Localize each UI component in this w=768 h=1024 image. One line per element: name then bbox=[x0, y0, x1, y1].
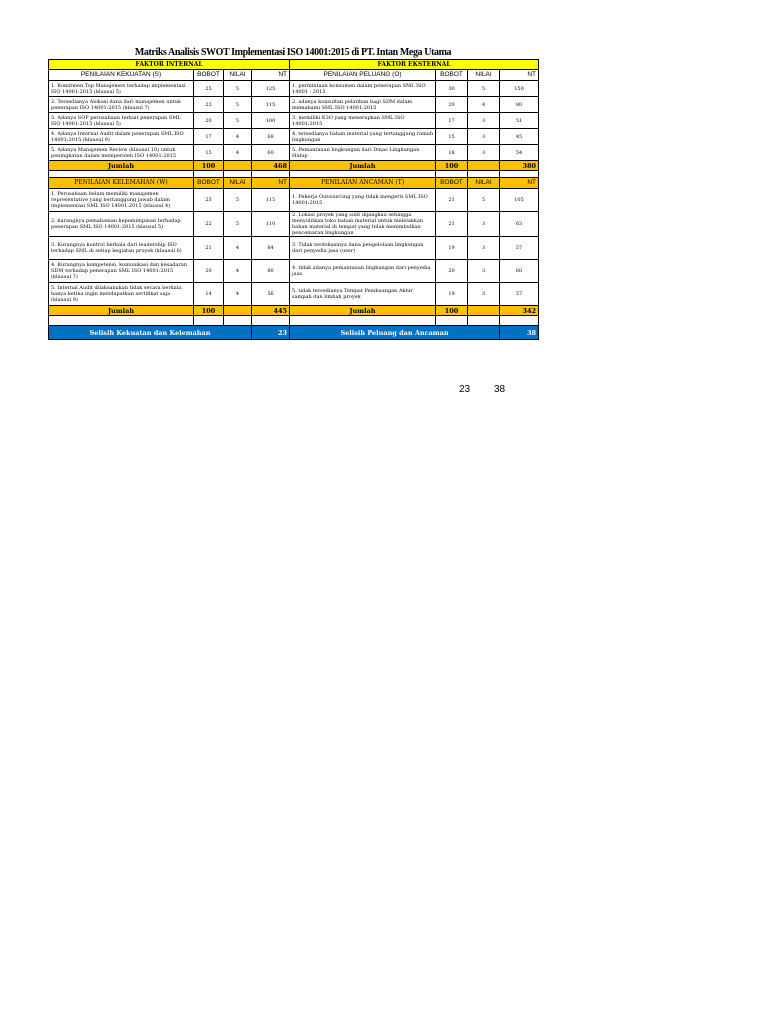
table-row bbox=[49, 189, 539, 212]
nt-cell: 100 bbox=[252, 113, 290, 129]
bobot-cell: 23 bbox=[194, 189, 224, 212]
difference-row bbox=[49, 326, 539, 340]
total-nt: 468 bbox=[252, 161, 290, 171]
column-header-nilai: NILAI bbox=[468, 178, 500, 189]
table-cell bbox=[252, 171, 290, 178]
table-cell bbox=[468, 171, 500, 178]
nilai-cell: 3 bbox=[468, 237, 500, 260]
column-header-nt: NT bbox=[500, 70, 539, 81]
total-nt: 342 bbox=[500, 306, 539, 316]
column-header-nilai: NILAI bbox=[468, 70, 500, 81]
section-header-row bbox=[49, 70, 539, 81]
table-cell bbox=[194, 316, 224, 326]
diff-external-value: 38 bbox=[500, 326, 539, 340]
nilai-cell: 3 bbox=[468, 283, 500, 306]
nt-cell: 84 bbox=[252, 237, 290, 260]
table-row bbox=[49, 260, 539, 283]
total-bobot: 100 bbox=[194, 161, 224, 171]
nt-cell: 115 bbox=[252, 97, 290, 113]
table-row bbox=[49, 113, 539, 129]
factor-text: 5. tidak tersedianya Tempat Pembuangan Akhir sampah dan limbah proyek bbox=[290, 283, 436, 306]
total-label: Jumlah bbox=[290, 161, 436, 171]
bobot-cell: 21 bbox=[194, 237, 224, 260]
nt-cell: 68 bbox=[252, 129, 290, 145]
nt-cell: 51 bbox=[500, 113, 539, 129]
nilai-cell: 5 bbox=[224, 212, 252, 237]
bobot-cell: 17 bbox=[436, 113, 468, 129]
column-header-bobot: BOBOT bbox=[436, 70, 468, 81]
bobot-cell: 21 bbox=[436, 212, 468, 237]
column-header-nilai: NILAI bbox=[224, 70, 252, 81]
nt-cell: 110 bbox=[252, 212, 290, 237]
nilai-cell: 4 bbox=[224, 237, 252, 260]
factor-text: 3. memiliki K3O yang menerapkan SML ISO 14001:2015 bbox=[290, 113, 436, 129]
bobot-cell: 20 bbox=[436, 260, 468, 283]
nt-cell: 80 bbox=[252, 260, 290, 283]
section-header: PENILAIAN KEKUATAN (S) bbox=[49, 70, 194, 81]
column-header-nilai: NILAI bbox=[224, 178, 252, 189]
nilai-cell: 5 bbox=[224, 81, 252, 97]
nt-cell: 125 bbox=[252, 81, 290, 97]
diff-internal-value: 23 bbox=[252, 326, 290, 340]
external-factor-label: FAKTOR EKSTERNAL bbox=[290, 60, 539, 70]
total-nt: 445 bbox=[252, 306, 290, 316]
table-cell bbox=[468, 161, 500, 171]
factor-text: 1. Perusahaan belum memiliki manajemen representative yang bertanggung jawab dalam implementasi SML ISO 14001:2015 (klausul 4) bbox=[49, 189, 194, 212]
nilai-cell: 3 bbox=[468, 260, 500, 283]
factor-text: 5. Internal Audit dilaksanakan tidak secara berkala, hanya ketika ingin mendapatkan sertifikat saja (klausul 9) bbox=[49, 283, 194, 306]
nt-cell: 60 bbox=[252, 145, 290, 161]
table-cell bbox=[194, 171, 224, 178]
factor-text: 4. Adanya Internal Audit dalam penerapan SML ISO 14001:2015 (klausul 9) bbox=[49, 129, 194, 145]
factor-text: 4. Kurangnya kompetensi, komunikasi dan kesadaran SDM terhadap penerapan SML ISO 14001:2015 (klausul 7) bbox=[49, 260, 194, 283]
column-header-bobot: BOBOT bbox=[194, 178, 224, 189]
table-cell bbox=[290, 171, 436, 178]
spacer-row bbox=[49, 171, 539, 178]
nt-cell: 54 bbox=[500, 145, 539, 161]
bobot-cell: 14 bbox=[194, 283, 224, 306]
bobot-cell: 20 bbox=[194, 260, 224, 283]
table-cell bbox=[224, 306, 252, 316]
factor-text: 1. Komitmen Top Manajemen terhadap implementasi ISO 14001:2015 (klausul 5) bbox=[49, 81, 194, 97]
table-cell bbox=[49, 316, 194, 326]
table-row bbox=[49, 237, 539, 260]
total-label: Jumlah bbox=[290, 306, 436, 316]
nt-cell: 63 bbox=[500, 212, 539, 237]
factor-text: 2. adanya konsultan pelatihan bagi SDM dalam memahami SML ISO 14001:2015 bbox=[290, 97, 436, 113]
bobot-cell: 18 bbox=[436, 145, 468, 161]
table-cell bbox=[436, 171, 468, 178]
total-row bbox=[49, 161, 539, 171]
nilai-cell: 5 bbox=[224, 97, 252, 113]
nt-cell: 56 bbox=[252, 283, 290, 306]
bobot-cell: 22 bbox=[194, 212, 224, 237]
bobot-cell: 20 bbox=[436, 97, 468, 113]
table-cell bbox=[436, 316, 468, 326]
nt-cell: 105 bbox=[500, 189, 539, 212]
nilai-cell: 5 bbox=[224, 189, 252, 212]
diff-internal-label: Selisih Kekuatan dan Kelemahan bbox=[49, 326, 252, 340]
bobot-cell: 21 bbox=[436, 189, 468, 212]
column-header-nt: NT bbox=[252, 178, 290, 189]
nilai-cell: 4 bbox=[224, 129, 252, 145]
swot-matrix-table bbox=[48, 59, 539, 340]
column-header-nt: NT bbox=[500, 178, 539, 189]
total-label: Jumlah bbox=[49, 161, 194, 171]
nilai-cell: 4 bbox=[224, 283, 252, 306]
nilai-cell: 5 bbox=[468, 189, 500, 212]
factor-text: 1. Pekerja Outsourcing yang tidak mengerti SML ISO 14001:2015 bbox=[290, 189, 436, 212]
total-nt: 380 bbox=[500, 161, 539, 171]
spacer-row bbox=[49, 316, 539, 326]
section-header-row bbox=[49, 178, 539, 189]
factor-text: 5. Pemantauan lingkungan dari Dinas Lingkungan Hidup bbox=[290, 145, 436, 161]
table-row bbox=[49, 129, 539, 145]
bobot-cell: 19 bbox=[436, 283, 468, 306]
nt-cell: 80 bbox=[500, 97, 539, 113]
nt-cell: 150 bbox=[500, 81, 539, 97]
section-header: PENILAIAN ANCAMAN (T) bbox=[290, 178, 436, 189]
bobot-cell: 30 bbox=[436, 81, 468, 97]
factor-text: 3. Kurangnya kontrol berkala dari leadership ISO terhadap SML di setiap kegiatan proyek (klausul 6) bbox=[49, 237, 194, 260]
total-row bbox=[49, 306, 539, 316]
table-cell bbox=[500, 171, 539, 178]
nt-cell: 45 bbox=[500, 129, 539, 145]
factor-text: 2. kurangnya pemahaman kepemimpinan terhadap penerapan SML ISO 14001:2015 (klausul 5) bbox=[49, 212, 194, 237]
table-cell bbox=[252, 316, 290, 326]
nilai-cell: 5 bbox=[468, 81, 500, 97]
table-cell bbox=[224, 171, 252, 178]
column-header-nt: NT bbox=[252, 70, 290, 81]
nilai-cell: 3 bbox=[468, 113, 500, 129]
nt-cell: 57 bbox=[500, 283, 539, 306]
table-row bbox=[49, 145, 539, 161]
bobot-cell: 15 bbox=[436, 129, 468, 145]
nt-cell: 60 bbox=[500, 260, 539, 283]
total-bobot: 100 bbox=[436, 306, 468, 316]
nilai-cell: 3 bbox=[468, 129, 500, 145]
section-header: PENILAIAN PELUANG (O) bbox=[290, 70, 436, 81]
bobot-cell: 23 bbox=[194, 97, 224, 113]
column-header-bobot: BOBOT bbox=[436, 178, 468, 189]
factor-text: 2. Lokasi proyek yang sulit dijangkau sehingga menyulitkan toko bahan material untuk melelakkan bahan material di tempat yang tidak menimbulkan pencemaran lingkungan bbox=[290, 212, 436, 237]
nt-cell: 57 bbox=[500, 237, 539, 260]
table-row bbox=[49, 283, 539, 306]
footer-value-external: 38 bbox=[494, 384, 506, 395]
nilai-cell: 4 bbox=[224, 260, 252, 283]
factor-text: 3. Adanya SOP perusahaan terkait penerapan SML ISO 14001:2015 (klausul 5) bbox=[49, 113, 194, 129]
diff-external-label: Selisih Peluang dan Ancaman bbox=[290, 326, 500, 340]
table-cell bbox=[49, 171, 194, 178]
bobot-cell: 17 bbox=[194, 129, 224, 145]
factor-text: 3. Tidak terdokasinya dana pengelolaan lingkungan dari penyedia jasa (user) bbox=[290, 237, 436, 260]
total-bobot: 100 bbox=[194, 306, 224, 316]
table-row bbox=[49, 212, 539, 237]
page-title: Matriks Analisis SWOT Implementasi ISO 14001:2015 di PT. Intan Mega Utama bbox=[134, 47, 452, 58]
column-header-bobot: BOBOT bbox=[194, 70, 224, 81]
total-label: Jumlah bbox=[49, 306, 194, 316]
factor-text: 2. Tersedianya Alokasi dana dari manajemen untuk penerapan ISO 14001:2015 (klausul 7) bbox=[49, 97, 194, 113]
internal-factor-label: FAKTOR INTERNAL bbox=[49, 60, 290, 70]
table-cell bbox=[468, 316, 500, 326]
nilai-cell: 5 bbox=[224, 113, 252, 129]
section-header: PENILAIAN KELEMAHAN (W) bbox=[49, 178, 194, 189]
nilai-cell: 4 bbox=[468, 97, 500, 113]
bobot-cell: 20 bbox=[194, 113, 224, 129]
table-row bbox=[49, 97, 539, 113]
factor-text: 4. tidak adanya pemantauan lingkungan dari penyedia jasa bbox=[290, 260, 436, 283]
table-cell bbox=[224, 161, 252, 171]
nilai-cell: 4 bbox=[224, 145, 252, 161]
bobot-cell: 19 bbox=[436, 237, 468, 260]
nt-cell: 115 bbox=[252, 189, 290, 212]
factor-text: 1. permintaan konsumen dalam penerapan SML ISO 14001 : 2015 bbox=[290, 81, 436, 97]
table-cell bbox=[224, 316, 252, 326]
nilai-cell: 3 bbox=[468, 145, 500, 161]
footer-value-internal: 23 bbox=[459, 384, 471, 395]
table-cell bbox=[468, 306, 500, 316]
table-cell bbox=[290, 316, 436, 326]
nilai-cell: 3 bbox=[468, 212, 500, 237]
factor-text: 5. Adanya Manajemen Review (klausul 10) untuk peningkatan dalam memperoleh ISO 14001:2015 bbox=[49, 145, 194, 161]
factor-text: 4. tersedianya bahan material yang tertanggung ramah lingkungan bbox=[290, 129, 436, 145]
factor-header-row bbox=[49, 60, 539, 70]
table-cell bbox=[500, 316, 539, 326]
table-row bbox=[49, 81, 539, 97]
total-bobot: 100 bbox=[436, 161, 468, 171]
bobot-cell: 25 bbox=[194, 81, 224, 97]
bobot-cell: 15 bbox=[194, 145, 224, 161]
